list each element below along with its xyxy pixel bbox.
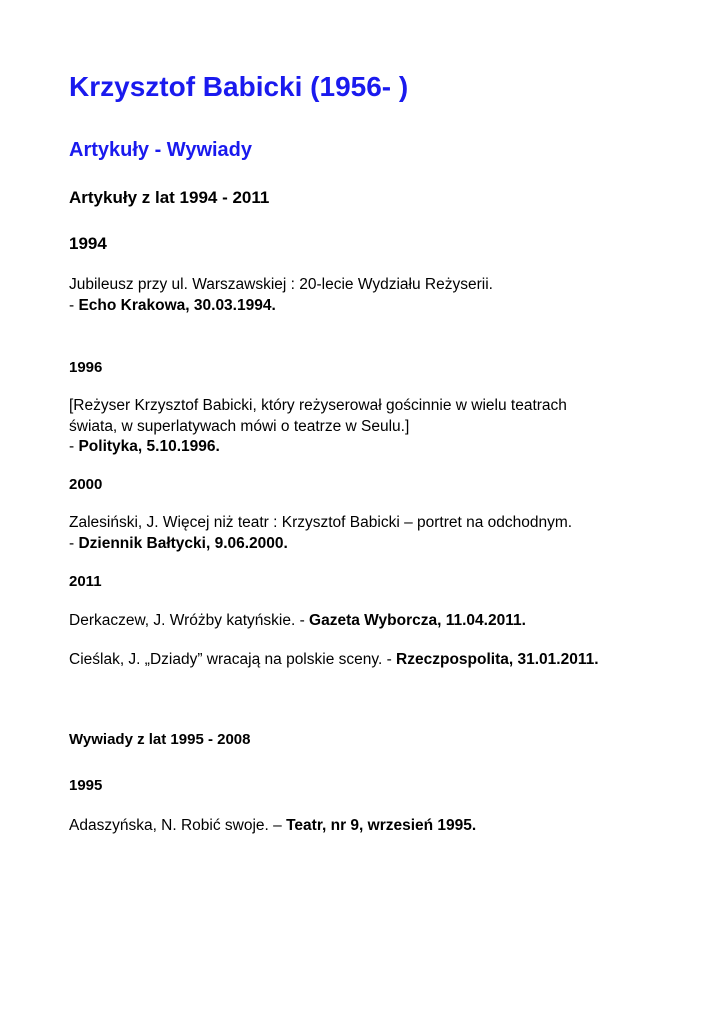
entry-text: Adaszyńska, N. Robić swoje. –	[69, 817, 287, 834]
entry-source-line: - Polityka, 5.10.1996.	[69, 438, 220, 455]
entry-source: Rzeczpospolita, 31.01.2011.	[396, 651, 599, 668]
entry-source-line: - Echo Krakowa, 30.03.1994.	[69, 296, 276, 314]
entry-2011-2	[69, 650, 689, 671]
entry-text: Jubileusz przy ul. Warszawskiej : 20-lecie Wydziału Reżyserii.	[69, 276, 493, 293]
year-heading-1994: 1994	[69, 234, 107, 253]
entry-1995-1	[69, 816, 689, 837]
entry-source: Echo Krakowa, 30.03.1994.	[78, 296, 276, 314]
entry-source: Dziennik Bałtycki, 9.06.2000.	[78, 534, 288, 552]
year-heading-1995: 1995	[69, 777, 103, 794]
entry-text: Zalesiński, J. Więcej niż teatr : Krzysztof Babicki – portret na odchodnym.	[69, 514, 573, 531]
document-subtitle: Artykuły - Wywiady	[69, 139, 253, 161]
entry-text: Cieślak, J. „Dziady” wracają na polskie sceny. -	[69, 651, 397, 668]
entry-1996-1	[69, 396, 689, 458]
entry-text-line1: [Reżyser Krzysztof Babicki, który reżyserował gościnnie w wielu teatrach	[69, 397, 567, 414]
interviews-heading: Wywiady z lat 1995 - 2008	[69, 731, 251, 748]
year-heading-2000: 2000	[69, 476, 103, 493]
year-heading-2011: 2011	[69, 573, 102, 590]
year-heading-1996: 1996	[69, 359, 103, 376]
entry-source: Teatr, nr 9, wrzesień 1995.	[286, 817, 477, 834]
document-title: Krzysztof Babicki (1956- )	[69, 71, 409, 102]
entry-text-line2: świata, w superlatywach mówi o teatrze w Seulu.]	[69, 417, 410, 435]
entry-2000-1	[69, 513, 689, 554]
entry-text: Derkaczew, J. Wróżby katyńskie. -	[69, 612, 310, 629]
entry-source: Gazeta Wyborcza, 11.04.2011.	[309, 612, 526, 629]
entry-1994-1	[69, 275, 689, 316]
entry-source: Polityka, 5.10.1996.	[78, 438, 220, 455]
entry-2011-1	[69, 611, 689, 632]
articles-heading: Artykuły z lat 1994 - 2011	[69, 188, 270, 207]
entry-source-line: - Dziennik Bałtycki, 9.06.2000.	[69, 534, 288, 552]
